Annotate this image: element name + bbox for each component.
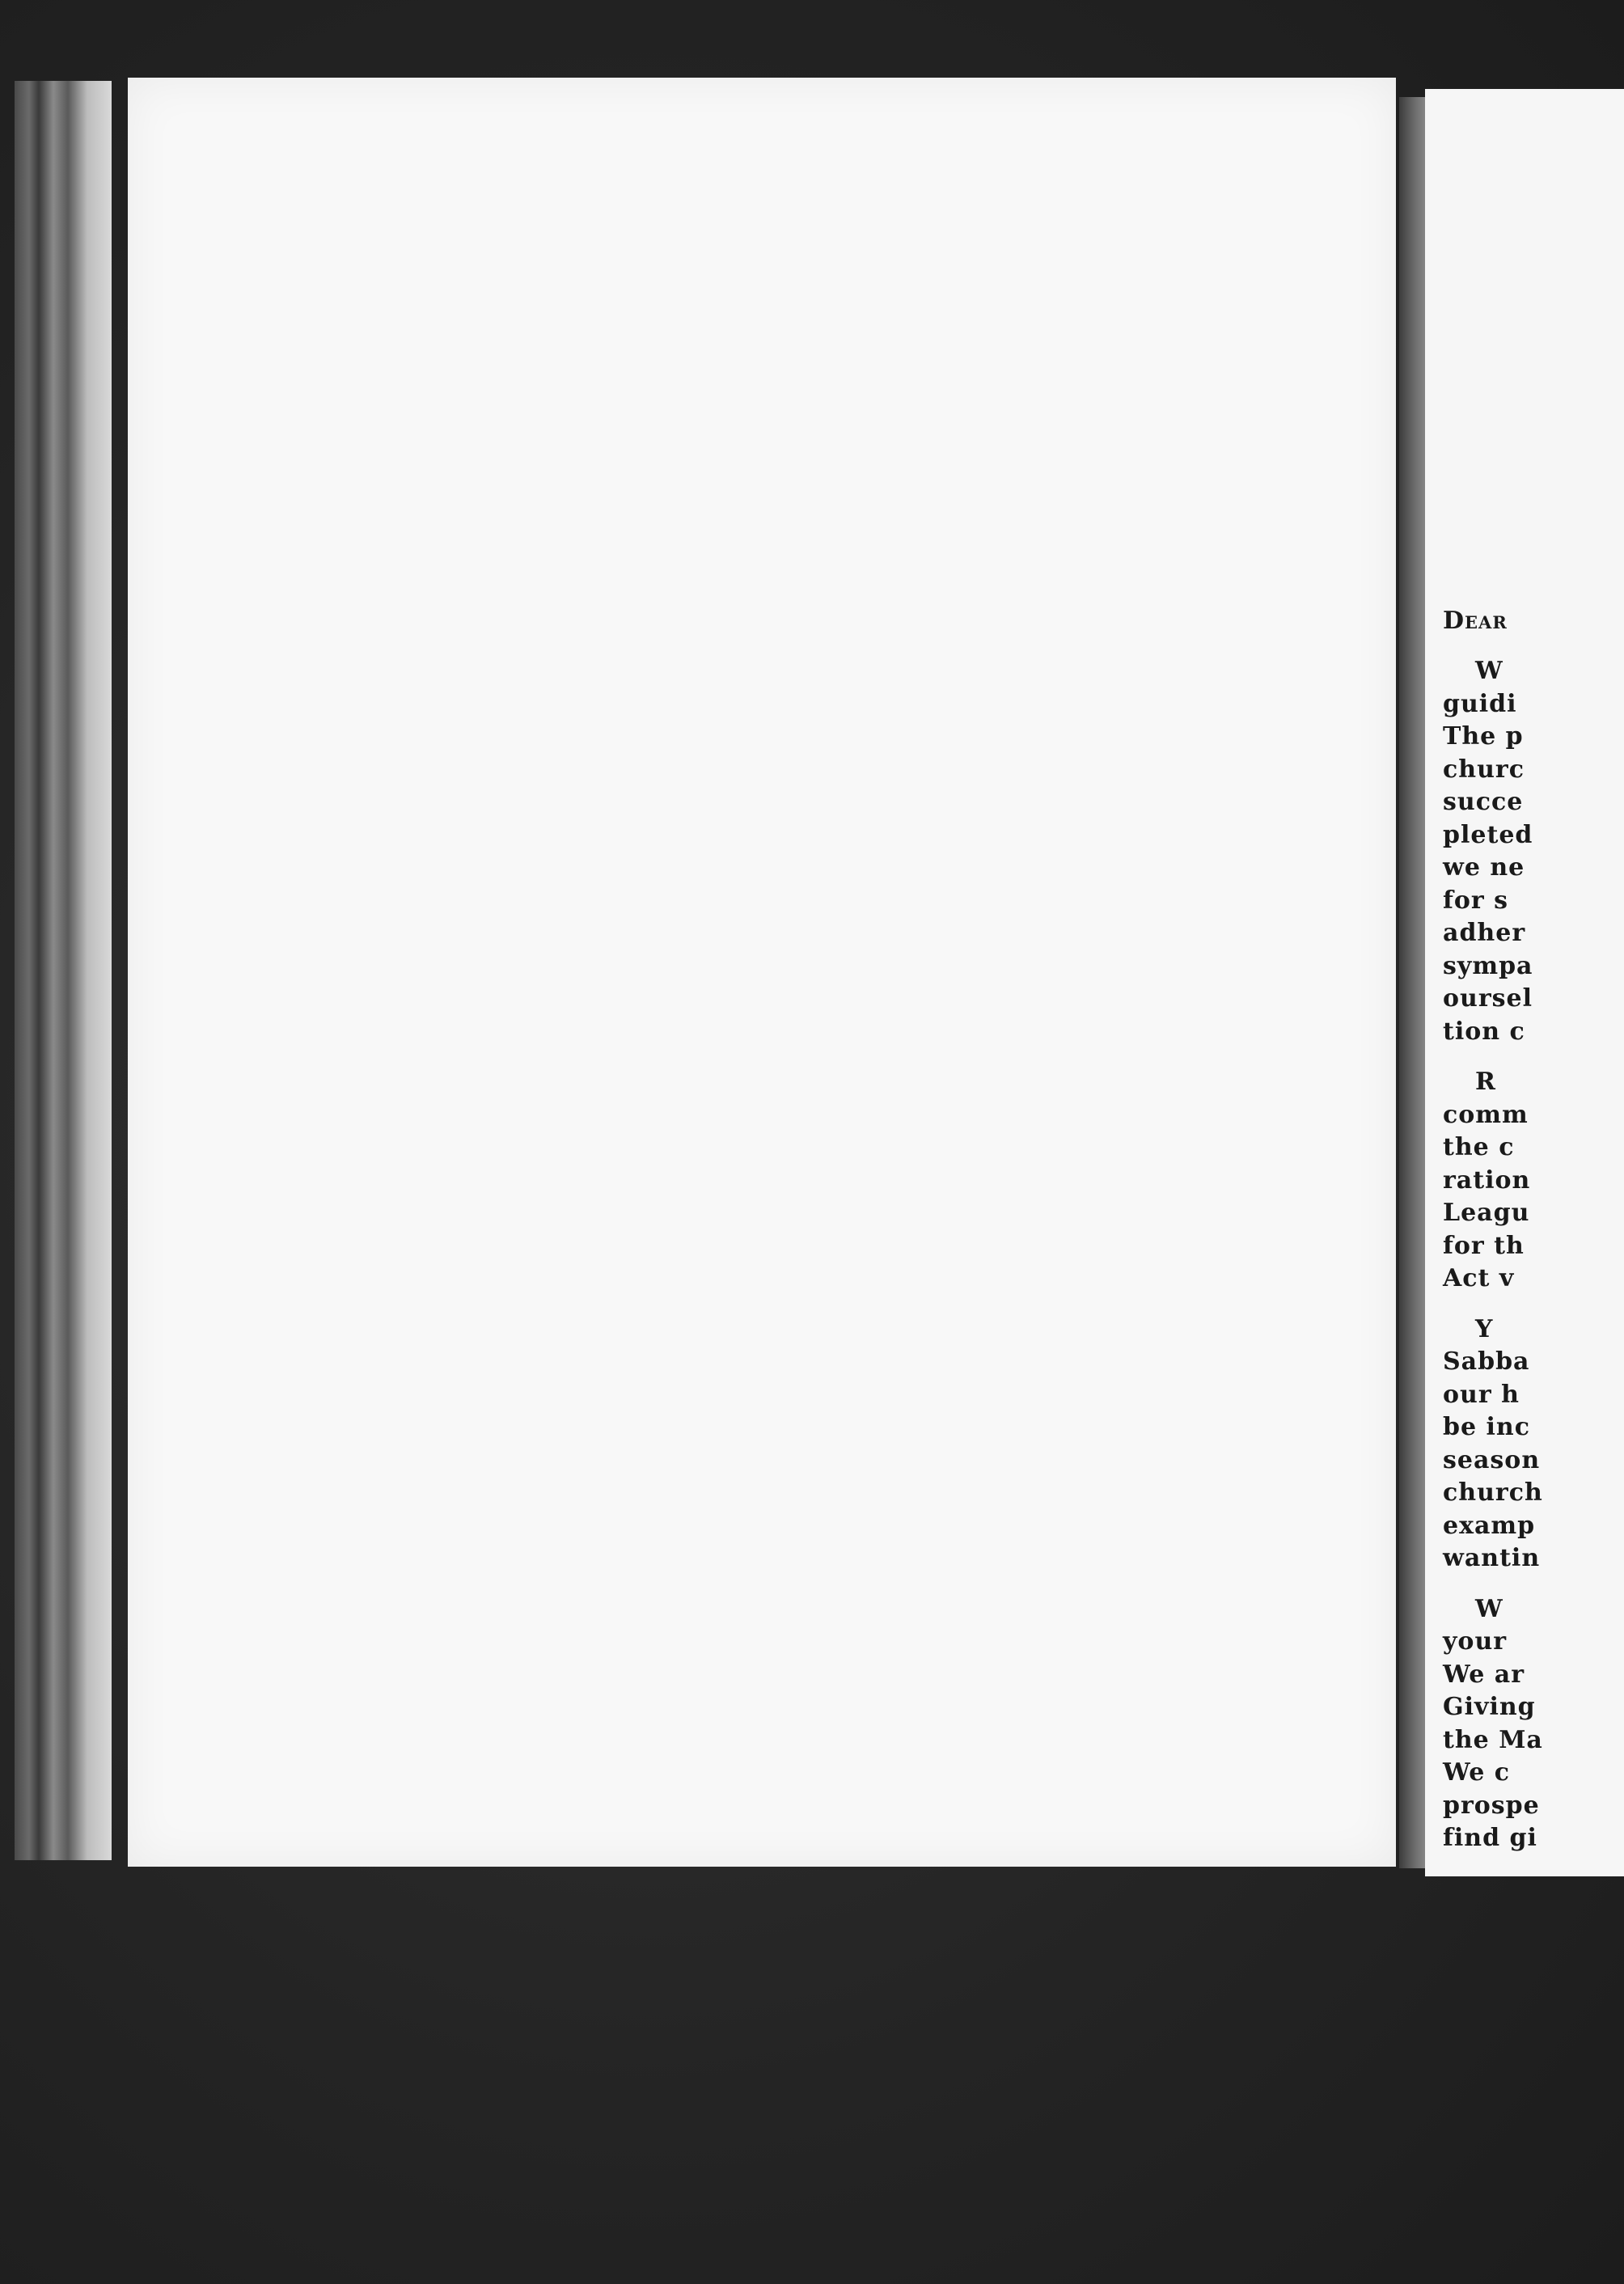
letter-line: tion c [1443, 1017, 1525, 1046]
letter-line: season [1443, 1445, 1541, 1474]
left-page-blank [128, 78, 1396, 1867]
letter-line: we ne [1443, 853, 1525, 882]
right-page [1425, 89, 1624, 1876]
letter-line: the Ma [1443, 1725, 1543, 1754]
letter-line: The p [1443, 722, 1524, 751]
letter-line: oursel [1443, 984, 1533, 1013]
letter-line: guidi [1443, 689, 1517, 718]
letter-line: We ar [1443, 1660, 1525, 1689]
letter-line: for th [1443, 1231, 1525, 1260]
letter-line: adher [1443, 919, 1526, 947]
letter-line: W [1475, 1594, 1503, 1623]
letter-line: Giving [1443, 1693, 1536, 1721]
letter-line: pleted [1443, 820, 1533, 849]
letter-line: examp [1443, 1511, 1536, 1540]
letter-line: R [1475, 1068, 1496, 1096]
letter-line: Sabba [1443, 1347, 1530, 1376]
letter-line: churc [1443, 755, 1525, 784]
letter-salutation: Dear [1443, 607, 1508, 635]
letter-line: wantin [1443, 1544, 1541, 1572]
letter-line: prospe [1443, 1791, 1540, 1820]
letter-line: succe [1443, 788, 1524, 816]
book-gutter [1399, 97, 1427, 1868]
letter-line: church [1443, 1478, 1543, 1507]
letter-line: sympa [1443, 951, 1533, 980]
letter-line: Act v [1443, 1264, 1515, 1292]
letter-line: We c [1443, 1758, 1511, 1787]
letter-line: ration [1443, 1165, 1531, 1195]
letter-line: for s [1443, 886, 1509, 915]
book-page-edges [15, 81, 112, 1860]
letter-line: comm [1443, 1100, 1529, 1129]
letter-line: Y [1475, 1314, 1494, 1343]
letter-line: the c [1443, 1133, 1515, 1161]
letter-line: be inc [1443, 1413, 1530, 1441]
letter-line: your [1443, 1627, 1508, 1656]
letter-line: W [1475, 657, 1503, 685]
letter-line: our h [1443, 1380, 1520, 1409]
letter-line: Leagu [1443, 1199, 1530, 1227]
letter-line: find gi [1443, 1824, 1537, 1852]
